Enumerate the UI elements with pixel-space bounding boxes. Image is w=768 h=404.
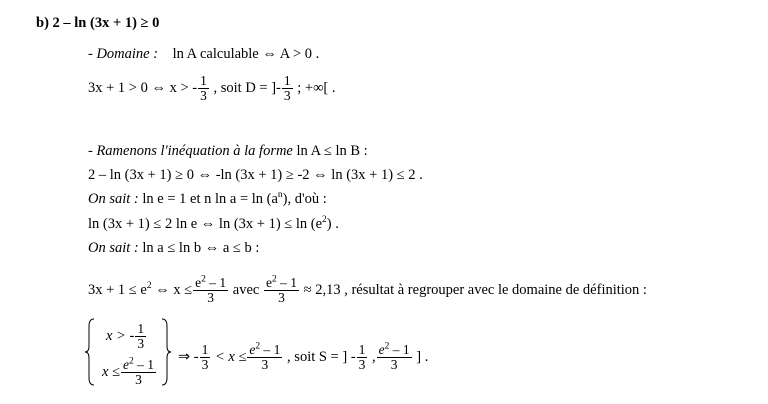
fraction-one-third: $\frac{1}{3}$ <box>283 73 291 103</box>
inequality-system <box>84 318 174 386</box>
system-row-2: x ≤ $\frac{e^2 - 1}{3}$ <box>102 356 155 387</box>
domain-solution-line <box>88 74 336 103</box>
superscript: 2 <box>146 281 152 291</box>
on-sait-line-2 <box>88 239 259 257</box>
exercise-heading: b) 2 – ln (3x + 1) ≥ 0 <box>36 15 160 31</box>
conclusion-line <box>178 343 428 372</box>
on-sait-label: On sait : <box>88 240 139 256</box>
system-row-1: x > - $\frac{1}{3}$ <box>106 321 145 351</box>
final-mid: ⇔ x ≤ <box>151 281 193 298</box>
superscript: 2 <box>322 215 327 226</box>
fraction-one-third: $\frac{1}{3}$ <box>201 342 209 372</box>
final-lhs: 3x + 1 ≤ e <box>88 281 147 298</box>
final-inequality-line <box>88 276 647 305</box>
ln-comparison-line <box>88 215 339 233</box>
domain-set-end: ; +∞[ . <box>293 79 336 96</box>
implies-arrow: ⇒ - <box>178 348 199 365</box>
domain-set-label: , soit D = ]- <box>209 79 281 96</box>
fraction-one-third: $\frac{1}{3}$ <box>358 342 366 372</box>
fraction-e2-minus-1-over-3: $\frac{e^2 - 1}{3}$ <box>249 341 281 372</box>
on-sait-text-end: ), d'où : <box>282 191 327 207</box>
domain-line <box>88 45 319 63</box>
domain-rule: ln A calculable ⇔ A > 0 . <box>172 46 320 62</box>
domain-label: - Domaine : <box>88 46 159 62</box>
ln-comparison-text: ln (3x + 1) ≤ 2 ln e ⇔ ln (3x + 1) ≤ ln (e <box>88 216 323 232</box>
inequality-chain: 2 – ln (3x + 1) ≥ 0 ⇔ -ln (3x + 1) ≥ -2 ⇔ ln (3x + 1) ≤ 2 . <box>88 167 423 183</box>
ramenons-rule: ln A ≤ ln B : <box>292 143 368 159</box>
fraction-one-third: $\frac{1}{3}$ <box>200 73 207 103</box>
solution-set-end: ] . <box>412 348 429 365</box>
fraction-e2-minus-1-over-3: $\frac{e^2 - 1}{3}$ <box>265 274 297 305</box>
on-sait-text: ln a ≤ ln b ⇔ a ≤ b : <box>138 240 260 256</box>
on-sait-line-1 <box>88 190 327 208</box>
right-brace-icon <box>160 318 172 386</box>
ramenons-line <box>88 142 368 160</box>
left-brace-icon <box>84 318 96 386</box>
ramenons-text: - Ramenons l'inéquation à la forme <box>88 143 293 159</box>
solution-set-label: , soit S = ] - <box>283 348 356 365</box>
conclusion-mid: < x ≤ <box>211 348 247 365</box>
superscript: n <box>277 190 283 201</box>
on-sait-label: On sait : <box>88 191 139 207</box>
ln-comparison-end: ) . <box>326 216 339 232</box>
fraction-e2-minus-1-over-3: $\frac{e^2 - 1}{3}$ <box>378 341 410 372</box>
fraction-e2-minus-1-over-3: $\frac{e^2 - 1}{3}$ <box>195 274 227 305</box>
domain-inequality: 3x + 1 > 0 ⇔ x > - <box>88 79 198 96</box>
comma: , <box>368 348 376 365</box>
approx-text: ≈ 2,13 , résultat à regrouper avec le domaine de définition : <box>299 281 647 298</box>
on-sait-text: ln e = 1 et n ln a = ln (a <box>138 191 278 207</box>
avec-label: avec <box>229 281 263 298</box>
